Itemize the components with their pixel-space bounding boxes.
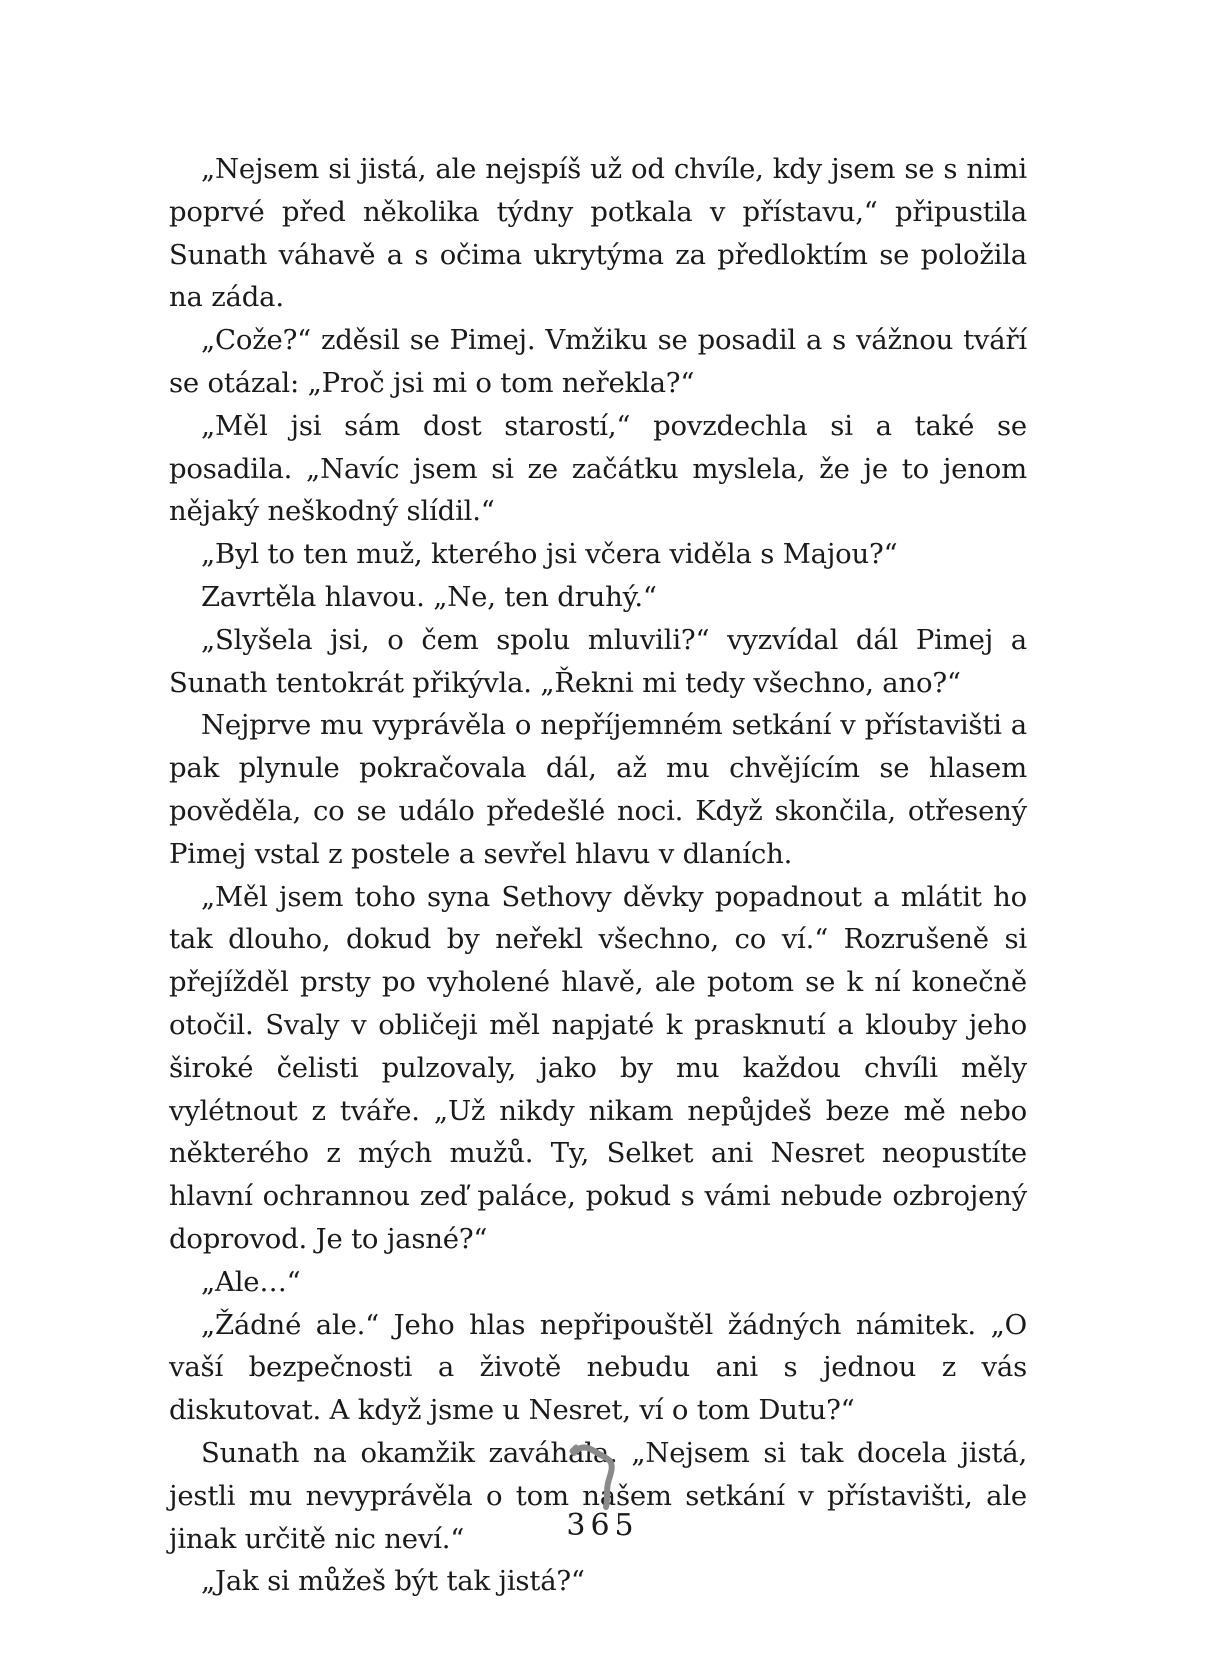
page-number: 365 bbox=[566, 1508, 639, 1543]
paragraph: Zavrtěla hlavou. „Ne, ten druhý.“ bbox=[201, 580, 657, 613]
paragraph: „Měl jsem toho syna Sethovy děvky popadnout a mlátit ho tak dlouho, dokud by neřekl všechno, co ví.“ Rozrušeně si přejížděl prsty po vyholené hlavě, ale potom se k ní konečně otočil. Svaly v obličeji měl napjaté k prasknutí a klouby jeho široké čelisti pulzovaly, jako by mu každou chvíli měly vylétnout z tváře. „Už nikdy nikam nepůjdeš beze mě nebo některého z mých mužů. Ty, Selket ani Nesret neopustíte hlavní ochrannou zeď paláce, pokud s vámi nebude ozbrojený doprovod. Je to jasné?“ bbox=[169, 880, 1027, 1255]
paragraph: Nejprve mu vyprávěla o nepříjemném setkání v přístavišti a pak plynule pokračovala dál, až mu chvějícím se hlasem pověděla, co se událo předešlé noci. Když skončila, otřesený Pimej vstal z postele a sevřel hlavu v dlaních. bbox=[169, 709, 1027, 870]
paragraph: Sunath na okamžik zaváhala. „Nejsem si tak docela jistá, jestli mu nevyprávěla o tom našem setkání v přístavišti, ale jinak určitě nic neví.“ bbox=[169, 1436, 1027, 1555]
paragraph: „Byl to ten muž, kterého jsi včera viděla s Majou?“ bbox=[201, 538, 898, 571]
paragraph: „Nejsem si jistá, ale nejspíš už od chvíle, kdy jsem se s nimi poprvé před několika týdny potkala v přístavu,“ připustila Sunath váhavě a s očima ukrytýma za předloktím se položila na záda. bbox=[169, 153, 1027, 314]
paragraph: „Ale…“ bbox=[201, 1265, 301, 1298]
paragraph: „Žádné ale.“ Jeho hlas nepřipouštěl žádných námitek. „O vaší bezpečnosti a životě nebudu ani s jednou z vás diskutovat. A když jsme u Nesret, ví o tom Dutu?“ bbox=[169, 1308, 1027, 1427]
paragraph: „Slyšela jsi, o čem spolu mluvili?“ vyzvídal dál Pimej a Sunath tentokrát přikývla. „Řekni mi tedy všechno, ano?“ bbox=[169, 623, 1027, 699]
paragraph: „Cože?“ zděsil se Pimej. Vmžiku se posadil a s vážnou tváří se otázal: „Proč jsi mi o tom neřekla?“ bbox=[169, 324, 1027, 399]
paragraph: „Jak si můžeš být tak jistá?“ bbox=[201, 1565, 585, 1598]
serpent-glyph-icon bbox=[566, 1441, 626, 1511]
paragraph: „Měl jsi sám dost starostí,“ povzdechla si a také se posadila. „Navíc jsem si ze začátku myslela, že je to jenom nějaký neškodný slídil.“ bbox=[169, 409, 1027, 528]
body-text bbox=[169, 148, 1027, 1603]
